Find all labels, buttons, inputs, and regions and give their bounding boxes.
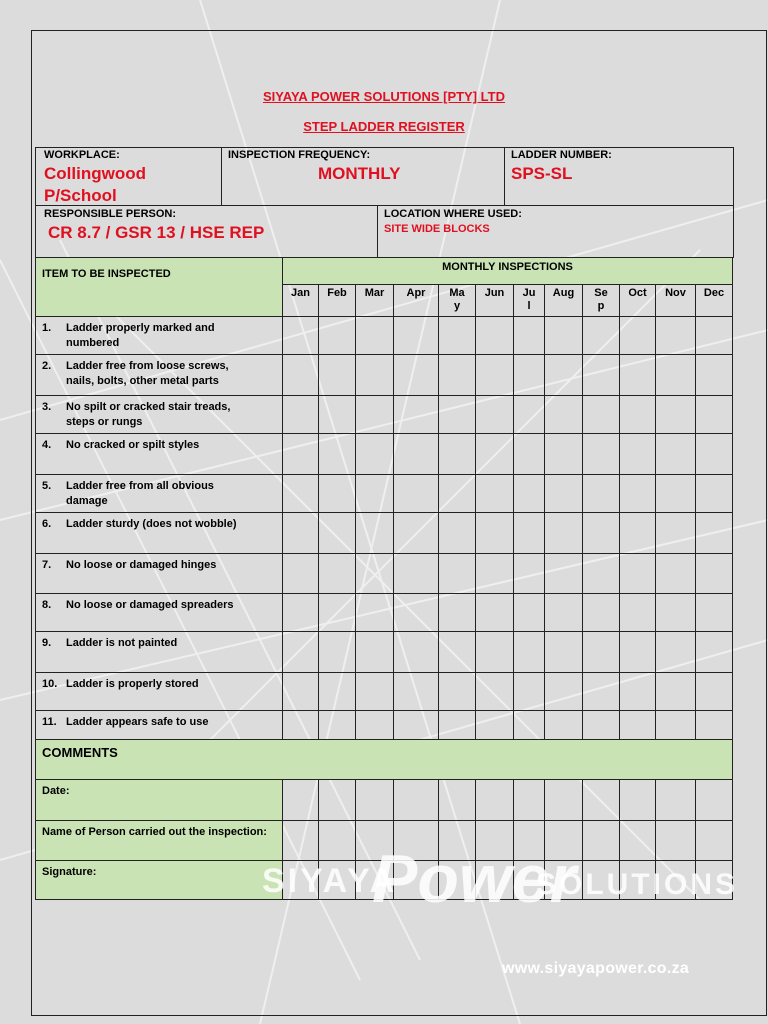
- inspection-cell[interactable]: [656, 632, 696, 673]
- responsible-person-value: CR 8.7 / GSR 13 / HSE REP: [48, 223, 265, 242]
- inspection-cell[interactable]: [439, 780, 476, 821]
- inspection-cell[interactable]: [696, 594, 733, 632]
- item-text: No spilt or cracked stair treads, steps or rungs: [66, 401, 231, 428]
- inspection-cell[interactable]: [394, 594, 439, 632]
- table-row: [36, 554, 733, 594]
- month-header: Feb: [319, 285, 356, 317]
- inspection-cell[interactable]: [620, 711, 656, 740]
- inspection-cell[interactable]: [656, 594, 696, 632]
- item-text: Ladder sturdy (does not wobble): [66, 518, 237, 530]
- inspection-cell[interactable]: [656, 355, 696, 396]
- item-number: 5.: [42, 480, 52, 492]
- inspection-item: [36, 355, 283, 396]
- inspection-cell[interactable]: [656, 554, 696, 594]
- inspection-cell[interactable]: [696, 821, 733, 861]
- inspection-cell[interactable]: [394, 780, 439, 821]
- workplace-value-line1: Collingwood: [44, 164, 146, 183]
- month-header: Mar: [356, 285, 394, 317]
- item-number: 2.: [42, 360, 52, 372]
- inspection-cell[interactable]: [283, 475, 319, 513]
- inspection-item: [36, 434, 283, 475]
- month-header: Ma y: [439, 285, 476, 317]
- inspection-cell[interactable]: [514, 513, 545, 554]
- inspection-cell[interactable]: [439, 594, 476, 632]
- inspection-cell[interactable]: [545, 780, 583, 821]
- inspection-cell[interactable]: [394, 513, 439, 554]
- inspection-cell[interactable]: [439, 513, 476, 554]
- inspection-cell[interactable]: [696, 513, 733, 554]
- signature-label: Signature:: [36, 861, 283, 900]
- comments-label[interactable]: COMMENTS: [36, 740, 733, 780]
- inspection-cell[interactable]: [394, 673, 439, 711]
- frequency-label: INSPECTION FREQUENCY:: [228, 149, 371, 161]
- inspection-cell[interactable]: [356, 355, 394, 396]
- inspection-cell[interactable]: [620, 396, 656, 434]
- inspection-cell[interactable]: [283, 396, 319, 434]
- item-text: Ladder appears safe to use: [66, 716, 209, 728]
- inspection-cell[interactable]: [439, 554, 476, 594]
- inspection-cell[interactable]: [656, 673, 696, 711]
- inspection-cell[interactable]: [656, 780, 696, 821]
- inspection-item: [36, 513, 283, 554]
- inspection-cell[interactable]: [514, 632, 545, 673]
- inspection-cell[interactable]: [319, 475, 356, 513]
- inspection-cell[interactable]: [545, 396, 583, 434]
- inspection-cell[interactable]: [656, 475, 696, 513]
- inspection-cell[interactable]: [476, 317, 514, 355]
- inspection-cell[interactable]: [514, 594, 545, 632]
- inspection-cell[interactable]: [283, 821, 319, 861]
- month-header: Nov: [656, 285, 696, 317]
- inspection-cell[interactable]: [656, 317, 696, 355]
- inspection-cell[interactable]: [583, 317, 620, 355]
- inspection-cell[interactable]: [545, 632, 583, 673]
- ladder-number-value: SPS-SL: [511, 164, 573, 183]
- item-text: No loose or damaged spreaders: [66, 599, 234, 611]
- month-header: Oct: [620, 285, 656, 317]
- inspection-cell[interactable]: [620, 475, 656, 513]
- location-label: LOCATION WHERE USED:: [384, 208, 522, 220]
- inspection-cell[interactable]: [439, 317, 476, 355]
- table-row: [36, 780, 733, 821]
- monthly-inspections-header: MONTHLY INSPECTIONS: [283, 258, 733, 285]
- inspection-cell[interactable]: [696, 355, 733, 396]
- inspection-cell[interactable]: [356, 317, 394, 355]
- inspection-cell[interactable]: [439, 632, 476, 673]
- inspection-cell[interactable]: [476, 554, 514, 594]
- inspection-cell[interactable]: [476, 632, 514, 673]
- inspection-cell[interactable]: [283, 554, 319, 594]
- inspection-cell[interactable]: [319, 673, 356, 711]
- inspection-cell[interactable]: [283, 632, 319, 673]
- inspection-cell[interactable]: [283, 434, 319, 475]
- inspection-cell[interactable]: [319, 554, 356, 594]
- inspection-cell[interactable]: [656, 711, 696, 740]
- inspection-cell[interactable]: [620, 821, 656, 861]
- inspection-cell[interactable]: [696, 475, 733, 513]
- inspection-cell[interactable]: [583, 513, 620, 554]
- inspection-item: [36, 475, 283, 513]
- inspection-cell[interactable]: [545, 355, 583, 396]
- inspection-cell[interactable]: [545, 434, 583, 475]
- inspection-cell[interactable]: [319, 513, 356, 554]
- month-header: Jan: [283, 285, 319, 317]
- inspection-cell[interactable]: [583, 554, 620, 594]
- inspection-cell[interactable]: [476, 711, 514, 740]
- inspection-cell[interactable]: [319, 396, 356, 434]
- inspection-cell[interactable]: [476, 673, 514, 711]
- inspection-cell[interactable]: [439, 396, 476, 434]
- item-text: No loose or damaged hinges: [66, 559, 217, 571]
- item-text: Ladder is properly stored: [66, 678, 199, 690]
- inspection-item: [36, 632, 283, 673]
- inspection-cell[interactable]: [514, 475, 545, 513]
- item-number: 9.: [42, 637, 52, 649]
- inspection-cell[interactable]: [583, 434, 620, 475]
- inspection-cell[interactable]: [696, 396, 733, 434]
- inspection-cell[interactable]: [583, 396, 620, 434]
- inspection-table: [35, 257, 733, 900]
- inspection-cell[interactable]: [394, 355, 439, 396]
- inspection-cell[interactable]: [545, 673, 583, 711]
- inspection-cell[interactable]: [356, 711, 394, 740]
- inspection-cell[interactable]: [439, 711, 476, 740]
- inspection-cell[interactable]: [439, 475, 476, 513]
- inspection-cell[interactable]: [394, 396, 439, 434]
- inspection-cell[interactable]: [620, 434, 656, 475]
- inspection-cell[interactable]: [620, 355, 656, 396]
- inspection-cell[interactable]: [656, 396, 696, 434]
- item-text: Ladder properly marked and numbered: [66, 322, 215, 349]
- inspection-cell[interactable]: [356, 554, 394, 594]
- inspection-cell[interactable]: [583, 355, 620, 396]
- ladder-number-label: LADDER NUMBER:: [511, 149, 612, 161]
- table-row: [36, 355, 733, 396]
- item-text: Ladder free from loose screws, nails, bolts, other metal parts: [66, 360, 229, 387]
- watermark-siyaya: SIYAYA: [262, 862, 398, 900]
- register-title: STEP LADDER REGISTER: [303, 119, 465, 134]
- inspection-cell[interactable]: [514, 673, 545, 711]
- month-header: Ju l: [514, 285, 545, 317]
- inspection-cell[interactable]: [656, 434, 696, 475]
- table-row: [36, 317, 733, 355]
- inspection-cell[interactable]: [514, 355, 545, 396]
- responsible-person-label: RESPONSIBLE PERSON:: [44, 208, 177, 220]
- inspection-cell[interactable]: [283, 513, 319, 554]
- inspection-cell[interactable]: [620, 673, 656, 711]
- inspection-cell[interactable]: [656, 821, 696, 861]
- inspection-cell[interactable]: [394, 554, 439, 594]
- table-row: [36, 434, 733, 475]
- month-header: Aug: [545, 285, 583, 317]
- inspection-cell[interactable]: [319, 711, 356, 740]
- inspection-cell[interactable]: [319, 821, 356, 861]
- inspection-cell[interactable]: [696, 780, 733, 821]
- inspection-cell[interactable]: [583, 632, 620, 673]
- item-number: 1.: [42, 322, 52, 334]
- inspection-cell[interactable]: [394, 317, 439, 355]
- inspection-cell[interactable]: [583, 673, 620, 711]
- inspection-cell[interactable]: [283, 355, 319, 396]
- item-number: 7.: [42, 559, 52, 571]
- inspection-cell[interactable]: [356, 396, 394, 434]
- inspection-cell[interactable]: [620, 554, 656, 594]
- item-header: ITEM TO BE INSPECTED: [36, 258, 283, 317]
- inspection-cell[interactable]: [545, 711, 583, 740]
- inspection-cell[interactable]: [620, 780, 656, 821]
- inspection-item: [36, 673, 283, 711]
- inspection-cell[interactable]: [545, 475, 583, 513]
- inspection-cell[interactable]: [620, 594, 656, 632]
- comments-row: [36, 740, 733, 780]
- inspection-cell[interactable]: [439, 355, 476, 396]
- inspection-cell[interactable]: [476, 780, 514, 821]
- item-number: 11.: [42, 716, 57, 728]
- inspection-cell[interactable]: [319, 355, 356, 396]
- inspection-cell[interactable]: [394, 632, 439, 673]
- inspection-cell[interactable]: [476, 594, 514, 632]
- inspection-cell[interactable]: [439, 434, 476, 475]
- inspection-item: [36, 396, 283, 434]
- table-row: [36, 475, 733, 513]
- inspection-cell[interactable]: [696, 711, 733, 740]
- inspection-cell[interactable]: [356, 513, 394, 554]
- inspection-cell[interactable]: [356, 673, 394, 711]
- inspection-cell[interactable]: [283, 711, 319, 740]
- inspection-cell[interactable]: [439, 673, 476, 711]
- item-number: 3.: [42, 401, 52, 413]
- inspection-cell[interactable]: [696, 554, 733, 594]
- inspection-cell[interactable]: [319, 632, 356, 673]
- inspection-cell[interactable]: [545, 594, 583, 632]
- month-header: Dec: [696, 285, 733, 317]
- inspection-cell[interactable]: [545, 554, 583, 594]
- inspection-cell[interactable]: [583, 711, 620, 740]
- inspection-cell[interactable]: [656, 513, 696, 554]
- table-row: [36, 396, 733, 434]
- inspection-cell[interactable]: [583, 780, 620, 821]
- item-number: 10.: [42, 678, 58, 690]
- inspection-cell[interactable]: [394, 434, 439, 475]
- table-row: [36, 711, 733, 740]
- table-row: [36, 632, 733, 673]
- inspection-cell[interactable]: [476, 513, 514, 554]
- inspection-cell[interactable]: [696, 632, 733, 673]
- inspection-cell[interactable]: [696, 673, 733, 711]
- table-row: [36, 594, 733, 632]
- inspection-cell[interactable]: [620, 513, 656, 554]
- inspector-name-label: Name of Person carried out the inspection:: [36, 821, 283, 861]
- inspection-cell[interactable]: [283, 673, 319, 711]
- inspection-cell[interactable]: [583, 475, 620, 513]
- inspection-cell[interactable]: [319, 594, 356, 632]
- website-url: www.siyayapower.co.za: [502, 960, 690, 977]
- frequency-value: MONTHLY: [318, 164, 401, 183]
- item-text: Ladder is not painted: [66, 637, 178, 649]
- inspection-cell[interactable]: [394, 475, 439, 513]
- inspection-cell[interactable]: [356, 475, 394, 513]
- inspection-cell[interactable]: [319, 780, 356, 821]
- inspection-cell[interactable]: [620, 317, 656, 355]
- item-number: 8.: [42, 599, 52, 611]
- inspection-cell[interactable]: [514, 317, 545, 355]
- inspection-cell[interactable]: [545, 317, 583, 355]
- inspection-cell[interactable]: [545, 513, 583, 554]
- inspection-cell[interactable]: [283, 317, 319, 355]
- inspection-cell[interactable]: [394, 711, 439, 740]
- table-row: [36, 513, 733, 554]
- inspection-cell[interactable]: [283, 780, 319, 821]
- inspection-cell[interactable]: [356, 594, 394, 632]
- inspection-cell[interactable]: [319, 317, 356, 355]
- inspection-cell[interactable]: [356, 780, 394, 821]
- month-header: Se p: [583, 285, 620, 317]
- item-number: 6.: [42, 518, 52, 530]
- inspection-item: [36, 317, 283, 355]
- inspection-cell[interactable]: [583, 821, 620, 861]
- inspection-cell[interactable]: [356, 434, 394, 475]
- item-text: No cracked or spilt styles: [66, 439, 200, 451]
- inspection-cell[interactable]: [514, 554, 545, 594]
- inspection-cell[interactable]: [476, 475, 514, 513]
- inspection-cell[interactable]: [514, 780, 545, 821]
- workplace-label: WORKPLACE:: [44, 149, 120, 161]
- month-header: Jun: [476, 285, 514, 317]
- date-label: Date:: [36, 780, 283, 821]
- inspection-cell[interactable]: [319, 434, 356, 475]
- watermark-solutions: SOLUTIONS: [536, 868, 739, 901]
- watermark-power: Power: [372, 841, 577, 917]
- inspection-item: [36, 594, 283, 632]
- inspection-cell[interactable]: [476, 355, 514, 396]
- inspection-cell[interactable]: [696, 317, 733, 355]
- inspection-cell[interactable]: [620, 632, 656, 673]
- inspection-cell[interactable]: [476, 434, 514, 475]
- inspection-cell[interactable]: [583, 594, 620, 632]
- month-header: Apr: [394, 285, 439, 317]
- inspection-cell[interactable]: [476, 396, 514, 434]
- inspection-cell[interactable]: [514, 434, 545, 475]
- item-number: 4.: [42, 439, 52, 451]
- inspection-cell[interactable]: [283, 594, 319, 632]
- inspection-cell[interactable]: [696, 434, 733, 475]
- inspection-cell[interactable]: [514, 711, 545, 740]
- inspection-item: [36, 554, 283, 594]
- inspection-cell[interactable]: [356, 632, 394, 673]
- location-value: SITE WIDE BLOCKS: [384, 223, 490, 235]
- company-name: SIYAYA POWER SOLUTIONS [PTY] LTD: [263, 89, 505, 104]
- item-text: Ladder free from all obvious damage: [66, 480, 214, 507]
- inspection-cell[interactable]: [514, 396, 545, 434]
- inspection-item: [36, 711, 283, 740]
- workplace-value-line2: P/School: [44, 186, 117, 205]
- table-row: [36, 673, 733, 711]
